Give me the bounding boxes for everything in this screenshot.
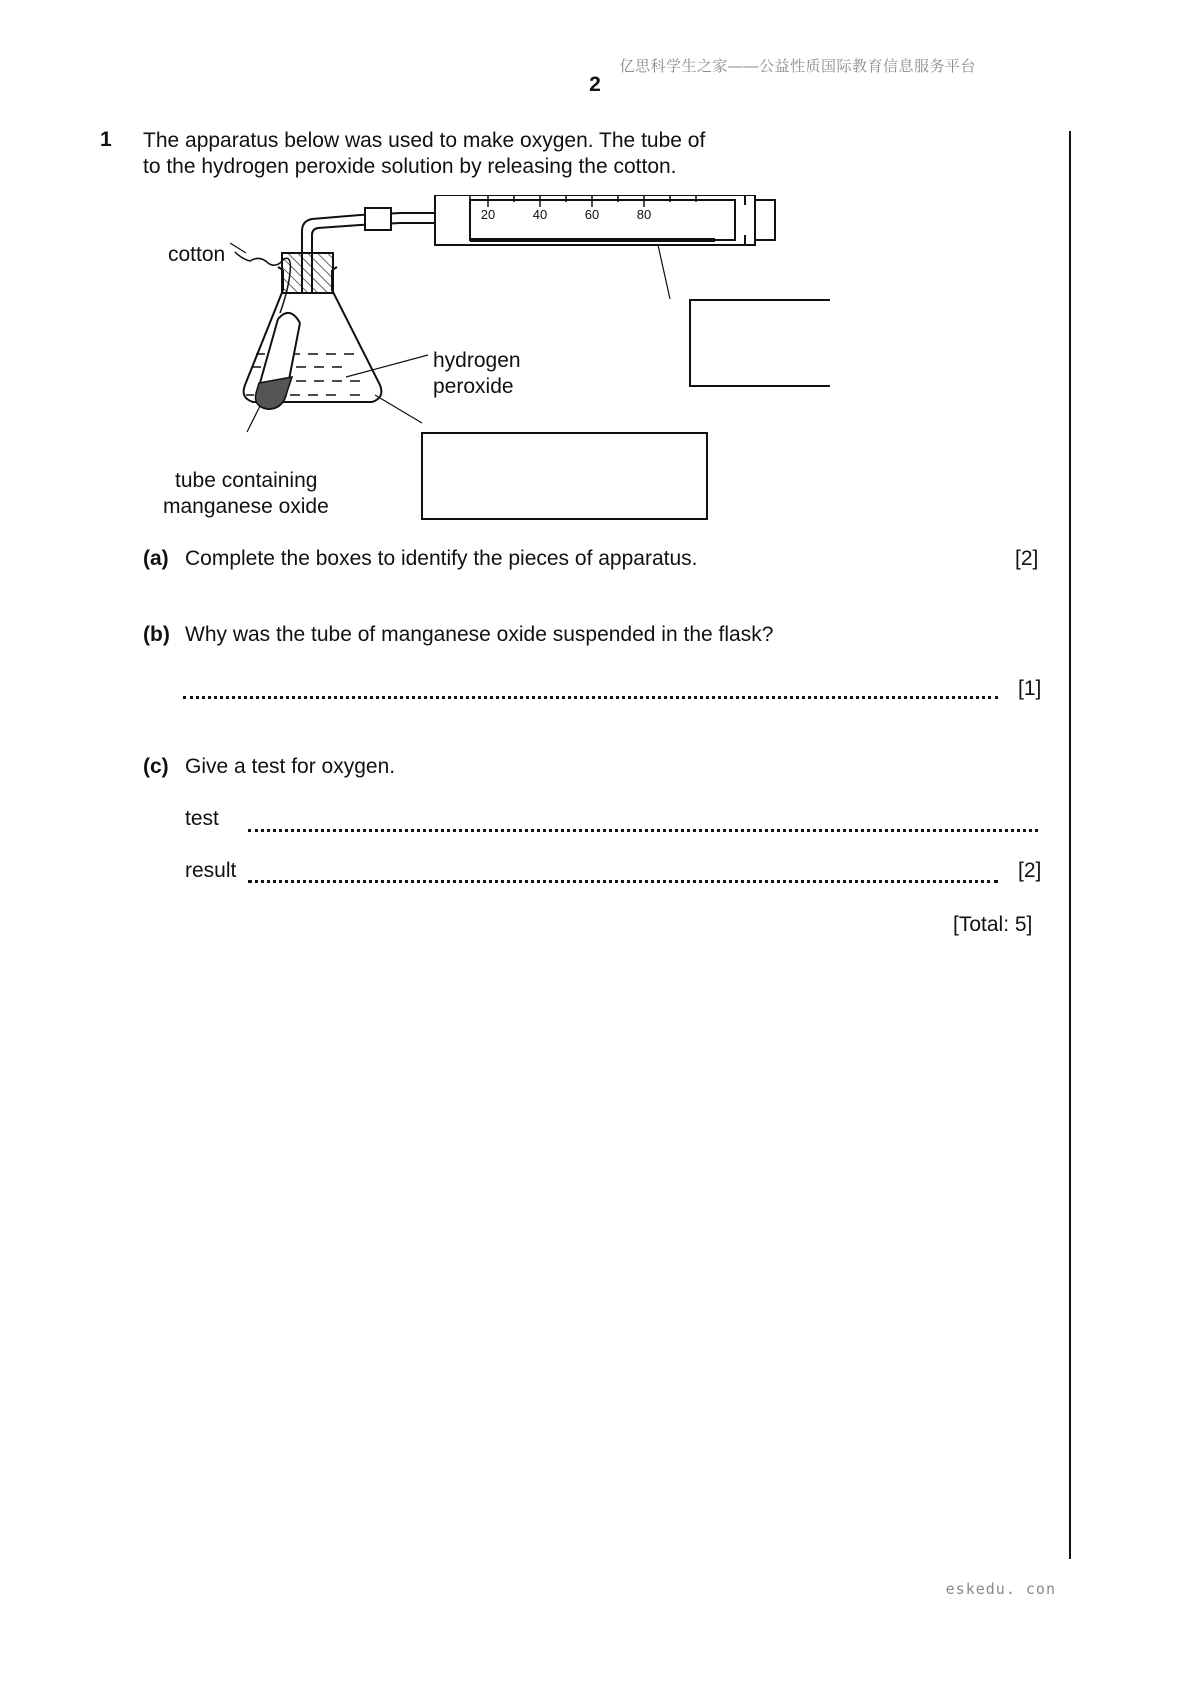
part-b-marks: [1] <box>1018 677 1042 700</box>
leader-tube <box>247 406 260 432</box>
scale-label-80: 80 <box>636 207 652 222</box>
part-c-marks: [2] <box>1018 859 1042 882</box>
question-number: 1 <box>100 128 112 151</box>
part-b-letter: (b) <box>143 623 170 646</box>
scale-label-60: 60 <box>584 207 600 222</box>
question-intro <box>143 128 705 180</box>
label-cotton: cotton <box>168 243 226 266</box>
label-peroxide: peroxide <box>433 375 514 398</box>
header-site-name: 亿思科学生之家——公益性质国际教育信息服务平台 <box>619 58 976 75</box>
label-tube-line-1: tube containing <box>175 469 318 492</box>
part-c-result-answer-line[interactable] <box>248 880 998 883</box>
part-a-text: Complete the boxes to identify the pieces of apparatus. <box>185 547 698 570</box>
question-intro-line-2: to the hydrogen peroxide solution by releasing the cotton. <box>143 155 677 178</box>
syringe-plunger <box>470 200 735 240</box>
question-intro-line-1: The apparatus below was used to make oxygen. The tube of <box>143 129 706 152</box>
part-c-test-label: test <box>185 807 219 830</box>
answer-box-syringe <box>690 300 830 386</box>
answer-box-flask <box>422 433 707 519</box>
part-b-text: Why was the tube of manganese oxide suspended in the flask? <box>185 623 774 646</box>
margin-line <box>1069 131 1071 1559</box>
page-number: 2 <box>589 73 601 96</box>
leader-hydrogen-peroxide <box>346 355 428 377</box>
leader-flask <box>375 395 422 423</box>
part-c-text: Give a test for oxygen. <box>185 755 396 778</box>
footer-site: eskedu. con <box>945 1580 1056 1598</box>
leader-cotton <box>230 243 246 253</box>
part-c-test-answer-line[interactable] <box>248 829 1038 832</box>
part-a-marks: [2] <box>1015 547 1039 570</box>
scale-label-20: 20 <box>480 207 496 222</box>
question-total: [Total: 5] <box>953 913 1033 936</box>
part-b-answer-line[interactable] <box>183 696 998 699</box>
part-c-result-label: result <box>185 859 237 882</box>
label-tube-line-2: manganese oxide <box>163 495 329 518</box>
scale-label-40: 40 <box>532 207 548 222</box>
part-c-letter: (c) <box>143 755 169 778</box>
leader-syringe <box>658 245 670 299</box>
label-hydrogen: hydrogen <box>433 349 521 372</box>
part-a-letter: (a) <box>143 547 169 570</box>
